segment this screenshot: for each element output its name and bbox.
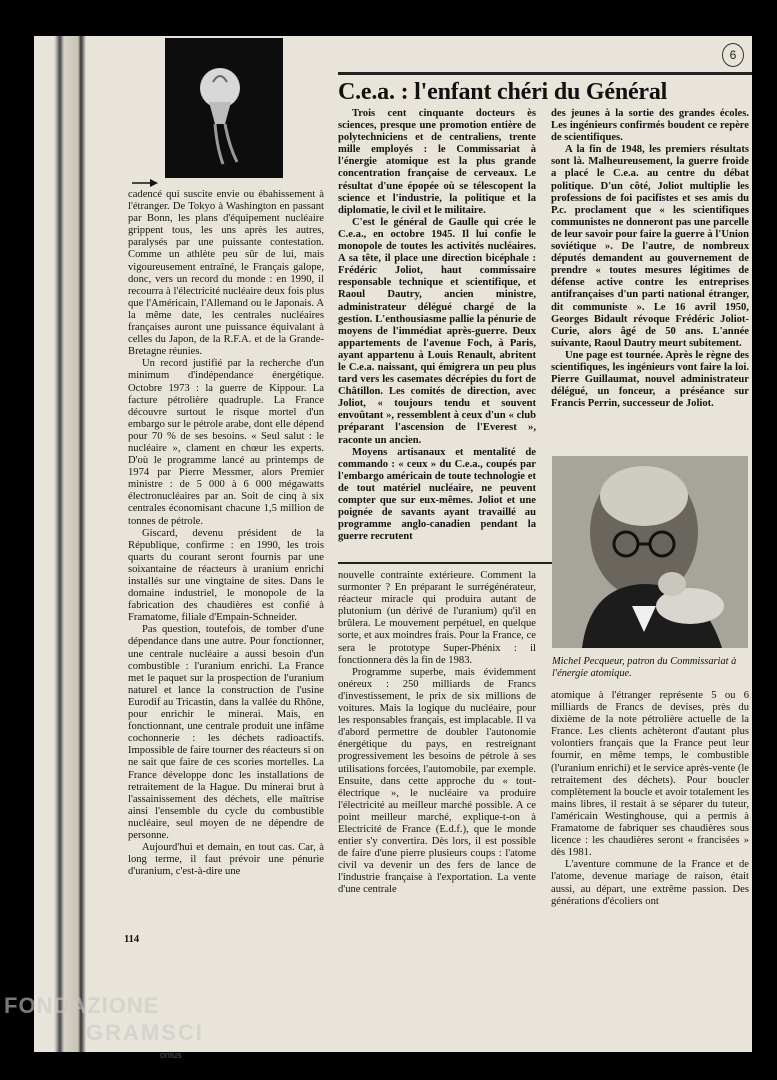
article-title: C.e.a. : l'enfant chéri du Général (338, 72, 752, 107)
watermark-line3: onlus (160, 1050, 182, 1060)
column-right-bottom (551, 690, 749, 922)
page-marker: 6 (722, 43, 744, 67)
paragraph: Giscard, devenu président de la République, confirme : en 1990, les trois quarts du courant seront fournis par une soixantaine de réacteurs à uranium enrichi installés sur une vingtaine de sites. Dans le domaine industriel, le monopole de la fabrication des chaudières est confié à Framatome, filiale d'Empain-Schneider. (128, 527, 324, 624)
paragraph: A la fin de 1948, les premiers résultats sont là. Malheureusement, la guerre froide a placé le C.e.a. au centre du débat politique. D'un côté, Joliot multiplie les professions de foi pacifistes et ses amis du P.c. proclament que « les scientifiques communistes ne donneront pas une parcelle de leur savoir pour faire la guerre à l'Union soviétique ». De l'autre, de nombreux députés demandent au gouvernement de prendre « toutes mesures légitimes de défense active contre les entreprises antifrançaises d'un parti national étranger, dit communiste ». Le 16 avril 1950, Georges Bidault révoque Frédéric Joliot-Curie, alors âgé de 50 ans. L'année suivante, Raoul Dautry meurt subitement. (551, 144, 749, 349)
lightbulb-illustration (165, 38, 283, 178)
paragraph: Aujourd'hui et demain, en tout cas. Car, à long terme, il faut prévoir une pénurie d'uranium, c'est-à-dire une (128, 842, 324, 878)
column-middle-bottom (338, 570, 536, 922)
paragraph: L'aventure commune de la France et de l'atome, devenue mariage de raison, était aussi, au départ, une extrême passion. Des générations d'écoliers ont (551, 859, 749, 907)
paragraph: Programme superbe, mais évidemment onéreux : 250 milliards de Francs d'investissement, le prix de six millions de voitures. Mais la logique du nucléaire, pour les responsables français, est implacable. Il va d'abord permettre de doubler l'autonomie énergétique du pays, en restreignant progressivement les besoins de pétrole à ses utilisations forcées, l'automobile, par exemple. Ensuite, dans cette approche du « tout-électrique », le nucléaire va produire l'électricité au meilleur marché possible. A ce point meilleur marché, explique-t-on à Electricité de France (E.d.f.), que le monde entier s'y convertira. Dès lors, il est possible de faire d'une pierre plusieurs coups : l'atome civil va devenir un des fers de lance de l'industrie française à l'exportation. La vente d'une centrale (338, 666, 536, 896)
column-left (128, 189, 324, 924)
portrait-illustration (552, 456, 748, 648)
paragraph: cadencé qui suscite envie ou ébahissement à l'étranger. De Tokyo à Washington en passant par Bonn, les plans d'équipement nucléaire grippent tous, les uns après les autres, paralysés par une puissante contestation. Comme un athlète peu sûr de lui, mais vigoureusement entraîné, le Français galope, donc, vers un record du monde : en 1990, il recourra à l'électricité nucléaire deux fois plus que l'Américain, l'Allemand ou le Japonais. A la même date, les centrales nucléaires françaises auront une puissance équivalant à celles du Japon, de la R.F.A. et de la Grande-Bretagne réunies. (128, 189, 324, 358)
paragraph: Pas question, toutefois, de tomber d'une dépendance dans une autre. Pour fonctionner, une centrale nucléaire a aussi besoin d'un combustible : l'uranium enrichi. La France met le paquet sur la prospection de l'uranium naturel et lance la construction de l'usine Eurodif au Tricastin, dans la vallée du Rhône, pour enrichir le minerai. Mais, en fonctionnant, une centrale produit une infâme cochonnerie : les déchets radioactifs. Impossible de faire tourner des réacteurs si on ne sait que faire de ces scories mortelles. La France développe donc les installations de retraitement de la Hague. Du minerai brut à l'assainissement des déchets, elle maîtrise ainsi l'ensemble du cycle du combustible nucléaire, seul moyen de ne dépendre de personne. (128, 624, 324, 841)
paragraph: nouvelle contrainte extérieure. Comment la surmonter ? En préparant le surrégénérateur, réacteur miracle qui produira autant de plutonium (un dérivé de l'uranium) qu'il en brûlera. Le mouvement perpétuel, en quelque sorte, et aux moindres frais. Pour la France, ce sera le prototype Super-Phénix : il fonctionnera dès la fin de 1983. (338, 570, 536, 666)
continuation-arrow-icon (130, 177, 160, 189)
paragraph: des jeunes à la sortie des grandes écoles. Les ingénieurs confirmés boudent ce repère de scientifiques. (551, 108, 749, 144)
paragraph: Trois cent cinquante docteurs ès sciences, presque une promotion entière de polytechniciens et de centraliens, trente mille employés : le Commissariat à l'énergie atomique est la plus grande concentration française de cerveaux. Le résultat d'une épopée où se télescopent la science et l'industrie, la politique et la diplomatie, le civil et le militaire. (338, 108, 536, 216)
column-right-top (551, 108, 749, 444)
watermark-line2: GRAMSCI (86, 1020, 204, 1045)
paragraph: C'est le général de Gaulle qui crée le C.e.a., en octobre 1945. Il lui confie le monopole de toutes les activités nucléaires. A sa tête, il place une direction bicéphale : Frédéric Joliot, haut commissaire responsable technique et scientifique, et Raoul Dautry, ancien ministre, administrateur délégué chargé de la gestion. L'enthousiasme pallie la pénurie de moyens de l'immédiat après-guerre. Deux appartements de l'avenue Foch, à Paris, ayant appartenu à Louis Renault, abritent le C.e.a. naissant, qui émigrera un peu plus tard vers les casemates décrépies du fort de Châtillon. Les comités de direction, avec Joliot, « toujours tendu et souvent envoûtant », ressemblent à ceux d'un « club préparant l'ascension de l'Everest », raconte un ancien. (338, 216, 536, 446)
binding-spine (34, 36, 86, 1052)
paragraph: Moyens artisanaux et mentalité de commando : « ceux » du C.e.a., coupés par l'embargo américain de toute technologie et de tout matériel nucléaire, ne peuvent compter que sur eux-mêmes. Joliot et une poignée de savants ayant travaillé au programme anglo-canadien pendant la guerre recrutent (338, 446, 536, 543)
paragraph: atomique à l'étranger représente 5 ou 6 milliards de Francs de devises, près du dixième de la note pétrolière actuelle de la France. Les clients achèteront d'autant plus volontiers français que la France peut leur fournir, en même temps, le combustible (l'uranium enrichi) et le service après-vente (le retraitement des déchets). Pour boucler complètement la boucle et avoir totalement les mains libres, il restait à se séparer du tuteur, l'américain Westinghouse, qui a permis à Framatome de fabriquer ses chaudières sous licence : les chaudières seront « francisées » dès 1981. (551, 690, 749, 859)
portrait-photo (552, 456, 748, 648)
column-divider (338, 562, 552, 564)
bulb-photo (165, 38, 283, 178)
paragraph: Une page est tournée. Après le règne des scientifiques, les ingénieurs vont faire la loi. Pierre Guillaumat, nouvel administrateur délégué, un fonceur, a préséance sur Francis Perrin, successeur de Joliot. (551, 349, 749, 410)
column-middle-top (338, 108, 536, 560)
watermark-line1: FONDAZIONE (4, 993, 160, 1018)
paragraph: Un record justifié par la recherche d'un minimum d'indépendance énergétique. Octobre 1973 : la guerre de Kippour. La facture pétrolière quadruple. La France découvre surtout le risque mortel d'un embargo sur le pétrole arabe, dont elle dépend pour 70 % de ses besoins. « Seul salut : le nucléaire », clament en chœur les experts. D'où le programme lancé au printemps de 1974 par Pierre Messmer, alors Premier ministre : de 5 000 à 6 000 mégawatts électronucléaires par an. Soit de cinq à six centrales économisant chacune 1,5 million de tonnes de pétrole. (128, 358, 324, 527)
photo-caption: Michel Pecqueur, patron du Commissariat à l'énergie atomique. (552, 656, 737, 679)
page-number: 114 (124, 934, 140, 945)
